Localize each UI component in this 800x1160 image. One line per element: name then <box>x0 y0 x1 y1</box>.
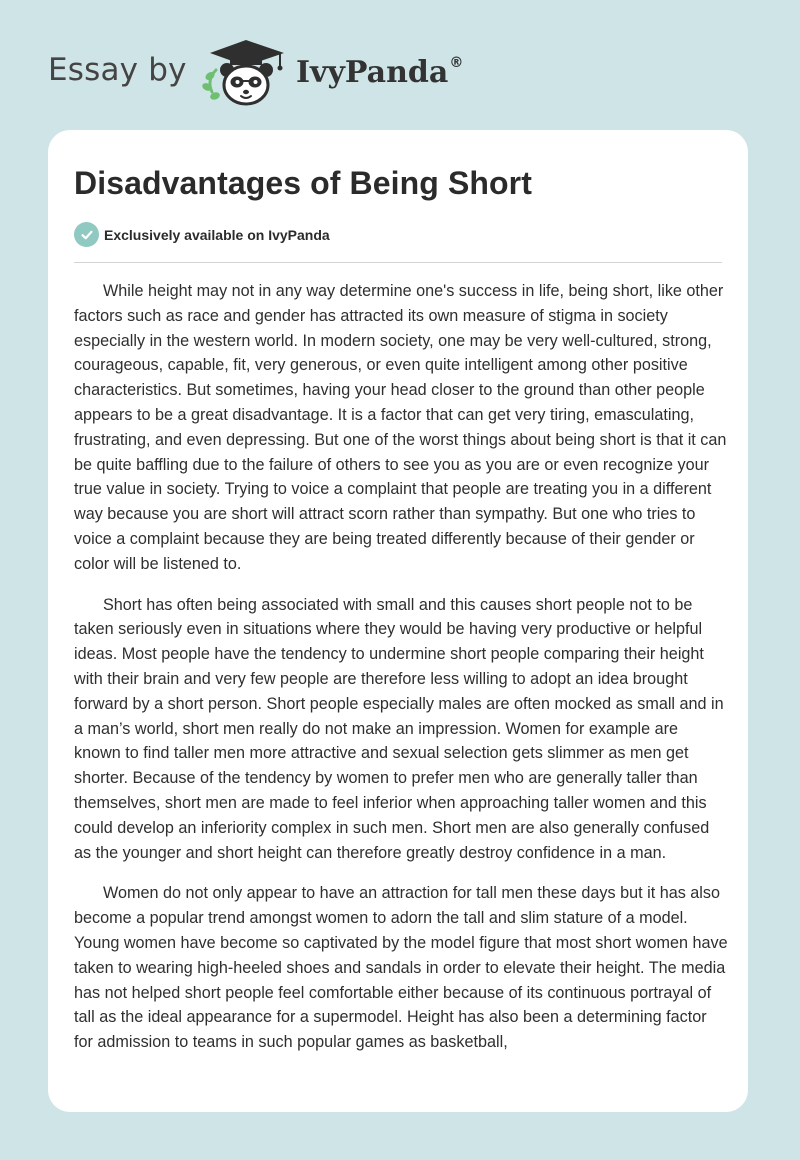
essay-body <box>74 279 728 1071</box>
essay-paragraph: Women do not only appear to have an attraction for tall men these days but it has also become a popular trend amongst women to adorn the tall and slim stature of a model. Young women have become so captivated by the model figure that most short women have taken to wearing high-heeled shoes and sandals in order to elevate their height. The media has not helped short people feel comfortable either because of its continuous portrayal of tall as the ideal appearance for a supermodel. Height has also been a determining factor for admission to teams in such popular games as basketball, <box>74 884 728 1052</box>
divider <box>74 262 722 263</box>
essay-paragraph: While height may not in any way determine one's success in life, being short, like other factors such as race and gender has attracted its own measure of stigma in society especially in the western world. In modern society, one may be very well-cultured, strong, courageous, capable, fit, very generous, or even quite intelligent among other positive characteristics. But sometimes, having your head closer to the ground than other people appears to be a great disadvantage. It is a factor that can get very tiring, emasculating, frustrating, and even depressing. But one of the worst things about being short is that it can be quite baffling due to the failure of others to see you as you are or even recognize your true value in society. Trying to voice a complaint that people are treating you in a different way because you are short will attract scorn rather than sympathy. But one who tries to voice a complaint because they are being treated differently because of their gender or color will be listened to. <box>74 282 727 573</box>
essay-paragraph: Short has often being associated with small and this causes short people not to be taken seriously even in situations where they would be having very productive or helpful ideas. Most people have the tendency to undermine short people comparing their height with their brain and very few people are therefore less willing to adopt an idea brought forward by a short person. Short people especially males are often mocked as small and in a man’s world, short men really do not make an impression. Women for example are known to find taller men more attractive and sexual selection gets slimmer as men get shorter. Because of the tendency by women to prefer men who are generally taller than themselves, short men are made to feel inferior when approaching taller women and this could develop an inferiority complex in such men. Short men are also generally confused as the younger and short height can therefore greatly destroy confidence in a man. <box>74 595 724 862</box>
panda-logo-icon[interactable] <box>200 36 292 108</box>
essay-by-label: Essay by <box>48 52 187 88</box>
registered-mark: ® <box>449 55 464 71</box>
site-header <box>0 0 800 130</box>
checkmark-icon <box>74 222 99 247</box>
essay-card <box>48 130 748 1112</box>
exclusive-badge-label: Exclusively available on IvyPanda <box>104 226 330 243</box>
brand-name[interactable] <box>296 55 463 90</box>
exclusive-badge <box>74 222 330 247</box>
page-title: Disadvantages of Being Short <box>74 165 532 201</box>
brand-text: IvyPanda <box>296 55 449 90</box>
